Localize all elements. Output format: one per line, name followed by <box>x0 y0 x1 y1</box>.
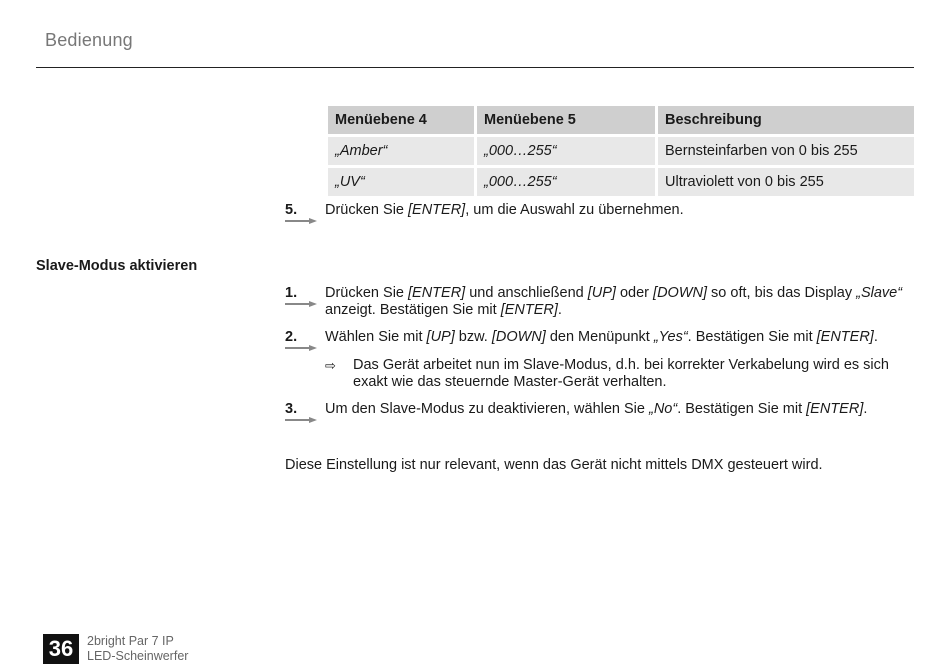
step-number <box>285 285 325 302</box>
header-rule <box>36 67 914 68</box>
step-text: Wählen Sie mit [UP] bzw. [DOWN] den Menüpunkt „Yes“. Bestätigen Sie mit [ENTER]. <box>325 329 878 345</box>
step-text: Um den Slave-Modus zu deaktivieren, wählen Sie „No“. Bestätigen Sie mit [ENTER]. <box>325 401 868 417</box>
table-header-cell: Menüebene 5 <box>477 106 655 134</box>
step-arrow-icon <box>285 218 317 224</box>
table-cell: Bernsteinfarben von 0 bis 255 <box>658 137 914 165</box>
note-text: Diese Einstellung ist nur relevant, wenn das Gerät nicht mittels DMX gesteuert wird. <box>285 457 823 473</box>
step-number <box>285 401 325 418</box>
result-text: Das Gerät arbeitet nun im Slave-Modus, d.h. bei korrekter Verkabelung wird es sich exakt wie das steuernde Master-Gerät verhalten. <box>353 357 889 390</box>
table-cell: „UV“ <box>328 168 474 196</box>
table-cell: „Amber“ <box>328 137 474 165</box>
step-arrow-icon <box>285 417 317 423</box>
page-number: 36 <box>43 634 79 664</box>
table-header-row <box>328 106 914 134</box>
step-arrow-icon <box>285 345 317 351</box>
step-text: Drücken Sie [ENTER] und anschließend [UP] oder [DOWN] so oft, bis das Display „Slave“ anzeigt. Bestätigen Sie mit [ENTER]. <box>325 285 903 318</box>
table-row <box>328 168 914 196</box>
table-cell: „000…255“ <box>477 168 655 196</box>
step-number-label: 5. <box>285 202 298 218</box>
step-text: Drücken Sie [ENTER], um die Auswahl zu übernehmen. <box>325 202 684 218</box>
section-title: Bedienung <box>45 30 133 50</box>
step-number <box>285 202 325 219</box>
table-header-cell: Menüebene 4 <box>328 106 474 134</box>
table-row <box>328 137 914 165</box>
product-line-1: 2bright Par 7 IP <box>87 634 174 648</box>
product-name <box>87 634 188 663</box>
menu-table <box>325 103 917 199</box>
table-header-cell: Beschreibung <box>658 106 914 134</box>
slave-heading: Slave-Modus aktivieren <box>36 258 198 274</box>
step-arrow-icon <box>285 301 317 307</box>
product-line-2: LED-Scheinwerfer <box>87 648 189 663</box>
result-arrow-icon: ⇨ <box>325 358 336 373</box>
step-number <box>285 329 325 346</box>
table-cell: Ultraviolett von 0 bis 255 <box>658 168 914 196</box>
step-number-label: 2. <box>285 329 298 345</box>
step-number-label: 1. <box>285 285 298 301</box>
step-number-label: 3. <box>285 401 298 417</box>
table-cell: „000…255“ <box>477 137 655 165</box>
